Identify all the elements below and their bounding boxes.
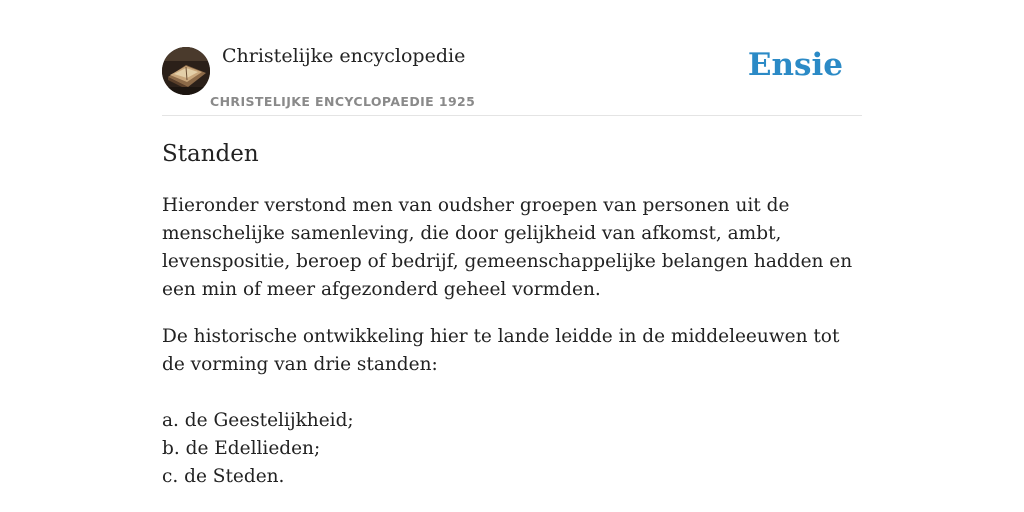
source-avatar[interactable] [162, 47, 210, 95]
source-header [162, 0, 862, 116]
source-title[interactable]: Christelijke encyclopedie [222, 45, 466, 67]
standen-list [162, 407, 862, 491]
paragraph: Hieronder verstond men van oudsher groepen van personen uit de menschelijke samenleving, die door gelijkheid van afkomst, ambt, levenspositie, beroep of bedrijf, gemeenschappelijke belangen hadden en een min of meer afgezonderd geheel vormden. [162, 195, 853, 300]
source-subtitle: CHRISTELIJKE ENCYCLOPAEDIE 1925 [210, 94, 476, 109]
paragraph: De historische ontwikkeling hier te lande leidde in de middeleeuwen tot de vorming van drie standen: [162, 326, 840, 375]
ensie-logo-link[interactable]: Ensie [747, 47, 843, 83]
list-item: a. de Geestelijkheid; [162, 410, 354, 431]
list-item: b. de Edellieden; [162, 438, 321, 459]
book-photo-icon [162, 47, 210, 95]
entry-title: Standen [162, 141, 259, 167]
page-container [162, 0, 862, 487]
entry-content [162, 192, 862, 491]
list-item: c. de Steden. [162, 466, 285, 487]
